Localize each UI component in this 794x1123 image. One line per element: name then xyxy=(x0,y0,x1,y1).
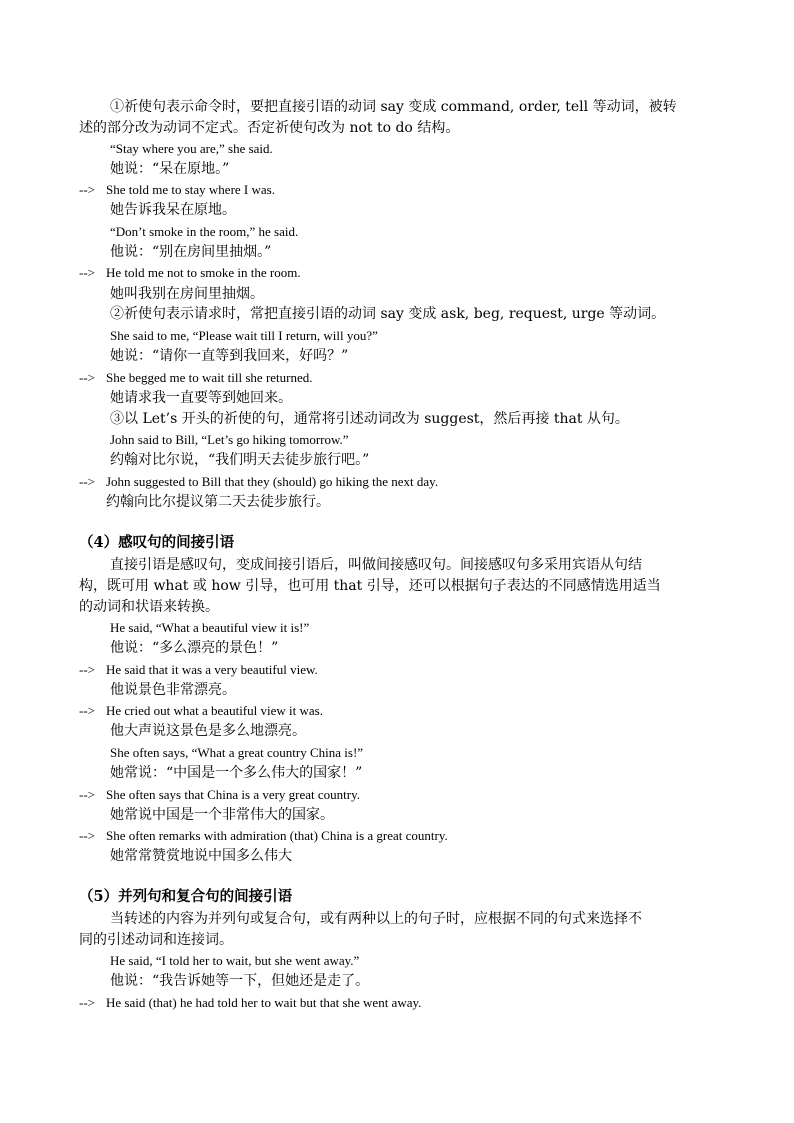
arrow-marker: --> xyxy=(79,787,95,802)
paragraph-line: ①祈使句表示命令时，要把直接引语的动词 say 变成 command, order, tell 等动词，被转 xyxy=(110,99,677,115)
paragraph-line: 的动词和状语来转换。 xyxy=(79,599,219,615)
arrow-marker: --> xyxy=(79,828,95,843)
paragraph-line: ②祈使句表示请求时，常把直接引语的动词 say 变成 ask, beg, request, urge 等动词。 xyxy=(110,306,666,322)
example-chinese: 他说景色非常漂亮。 xyxy=(110,682,236,698)
example-english: He said (that) he had told her to wait but that she went away. xyxy=(106,995,422,1010)
example-chinese: 约翰对比尔说，“我们明天去徒步旅行吧。” xyxy=(110,452,370,468)
example-english: John said to Bill, “Let’s go hiking tomorrow.” xyxy=(110,432,349,447)
section-heading: （5）并列句和复合句的间接引语 xyxy=(79,888,293,905)
example-english: He said, “I told her to wait, but she went away.” xyxy=(110,953,360,968)
example-chinese: 他说：“我告诉她等一下，但她还是走了。 xyxy=(110,973,370,989)
example-english: She begged me to wait till she returned. xyxy=(106,370,313,385)
example-english: She said to me, “Please wait till I return, will you?” xyxy=(110,328,378,343)
example-english: John suggested to Bill that they (should) go hiking the next day. xyxy=(106,474,439,489)
example-english: She often says that China is a very great country. xyxy=(106,787,361,802)
arrow-marker: --> xyxy=(79,703,95,718)
example-chinese: 她告诉我呆在原地。 xyxy=(110,202,236,218)
example-english: She told me to stay where I was. xyxy=(106,182,275,197)
arrow-marker: --> xyxy=(79,662,95,677)
example-chinese: 她常说中国是一个非常伟大的国家。 xyxy=(110,807,334,823)
paragraph-line: 当转述的内容为并列句或复合句，或有两种以上的句子时，应根据不同的句式来选择不 xyxy=(110,911,642,927)
example-chinese: 她说：“呆在原地。” xyxy=(110,161,230,177)
paragraph-line: 同的引述动词和连接词。 xyxy=(79,932,233,948)
example-english: “Don’t smoke in the room,” he said. xyxy=(110,224,299,239)
paragraph-line: 构，既可用 what 或 how 引导，也可用 that 引导，还可以根据句子表达的不同感情选用适当 xyxy=(79,578,661,594)
arrow-marker: --> xyxy=(79,370,95,385)
example-chinese: 她常说：“中国是一个多么伟大的国家！” xyxy=(110,765,363,781)
example-english: He cried out what a beautiful view it was. xyxy=(106,703,323,718)
example-english: He said, “What a beautiful view it is!” xyxy=(110,620,310,635)
example-english: He said that it was a very beautiful view. xyxy=(106,662,318,677)
example-chinese: 他大声说这景色是多么地漂亮。 xyxy=(110,723,306,739)
example-english: She often says, “What a great country China is!” xyxy=(110,745,364,760)
example-english: He told me not to smoke in the room. xyxy=(106,265,301,280)
paragraph-line: 直接引语是感叹句，变成间接引语后，叫做间接感叹句。间接感叹句多采用宾语从句结 xyxy=(110,557,642,573)
paragraph-line: ③以 Let’s 开头的祈使的句，通常将引述动词改为 suggest，然后再接 that 从句。 xyxy=(110,411,629,427)
example-chinese: 约翰向比尔提议第二天去徒步旅行。 xyxy=(106,494,330,510)
example-chinese: 他说：“多么漂亮的景色！” xyxy=(110,640,279,656)
example-chinese: 她叫我别在房间里抽烟。 xyxy=(110,286,264,302)
example-english: “Stay where you are,” she said. xyxy=(110,141,273,156)
arrow-marker: --> xyxy=(79,265,95,280)
arrow-marker: --> xyxy=(79,474,95,489)
paragraph-line: 述的部分改为动词不定式。否定祈使句改为 not to do 结构。 xyxy=(79,120,460,136)
example-chinese: 她常常赞赏地说中国多么伟大 xyxy=(110,848,292,864)
example-english: She often remarks with admiration (that) China is a great country. xyxy=(106,828,448,843)
arrow-marker: --> xyxy=(79,182,95,197)
example-chinese: 她请求我一直要等到她回来。 xyxy=(110,390,292,406)
example-chinese: 她说：“请你一直等到我回来，好吗？” xyxy=(110,348,349,364)
arrow-marker: --> xyxy=(79,995,95,1010)
example-chinese: 他说：“别在房间里抽烟。” xyxy=(110,244,272,260)
section-heading: （4）感叹句的间接引语 xyxy=(79,534,235,551)
